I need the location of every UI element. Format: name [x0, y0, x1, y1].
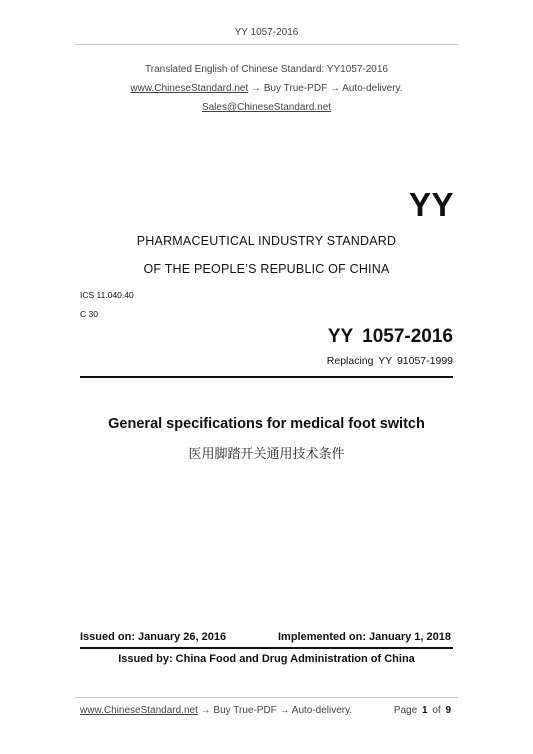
- cover-divider-top: [80, 376, 453, 378]
- implemented-on: Implemented on: January 1, 2018: [278, 631, 452, 643]
- footer-buy-text: → Buy True-PDF → Auto-delivery.: [200, 705, 353, 716]
- issued-on: Issued on: January 26, 2016: [80, 631, 227, 643]
- site-link-line: [0, 83, 533, 94]
- email-line: [0, 102, 533, 113]
- title-english: General specifications for medical foot switch: [108, 416, 425, 432]
- ccs-code: C 30: [80, 309, 98, 319]
- buy-text: → Buy True-PDF → Auto-delivery.: [251, 83, 403, 94]
- issued-by: Issued by: China Food and Drug Administration of China: [118, 653, 415, 665]
- site-link[interactable]: www.ChineseStandard.net: [130, 83, 249, 94]
- page-indicator: [394, 705, 453, 716]
- replacing-note: Replacing YY 91057-1999: [326, 355, 453, 367]
- page-of: of: [432, 705, 441, 716]
- cover-divider-bottom: [80, 647, 453, 649]
- page-total: 9: [445, 705, 451, 716]
- standard-type-line2: OF THE PEOPLE’S REPUBLIC OF CHINA: [143, 262, 390, 276]
- standard-number: YY 1057-2016: [327, 326, 453, 347]
- footer-site-link[interactable]: www.ChineseStandard.net: [80, 705, 198, 716]
- standard-type-line1: PHARMACEUTICAL INDUSTRY STANDARD: [136, 234, 397, 248]
- page-label: Page: [393, 705, 418, 716]
- standard-logo: YY: [408, 186, 454, 223]
- footer-divider: [75, 697, 458, 698]
- footer-links: [80, 705, 352, 716]
- translation-note: Translated English of Chinese Standard: YY1057-2016: [145, 64, 388, 75]
- page-current: 1: [421, 705, 428, 716]
- email-link[interactable]: Sales@ChineseStandard.net: [201, 102, 332, 113]
- header-divider: [75, 44, 458, 45]
- title-chinese: 医用脚踏开关通用技术条件: [188, 447, 345, 462]
- ics-code: ICS 11.040.40: [80, 290, 134, 300]
- running-header-title: YY 1057-2016: [234, 27, 299, 38]
